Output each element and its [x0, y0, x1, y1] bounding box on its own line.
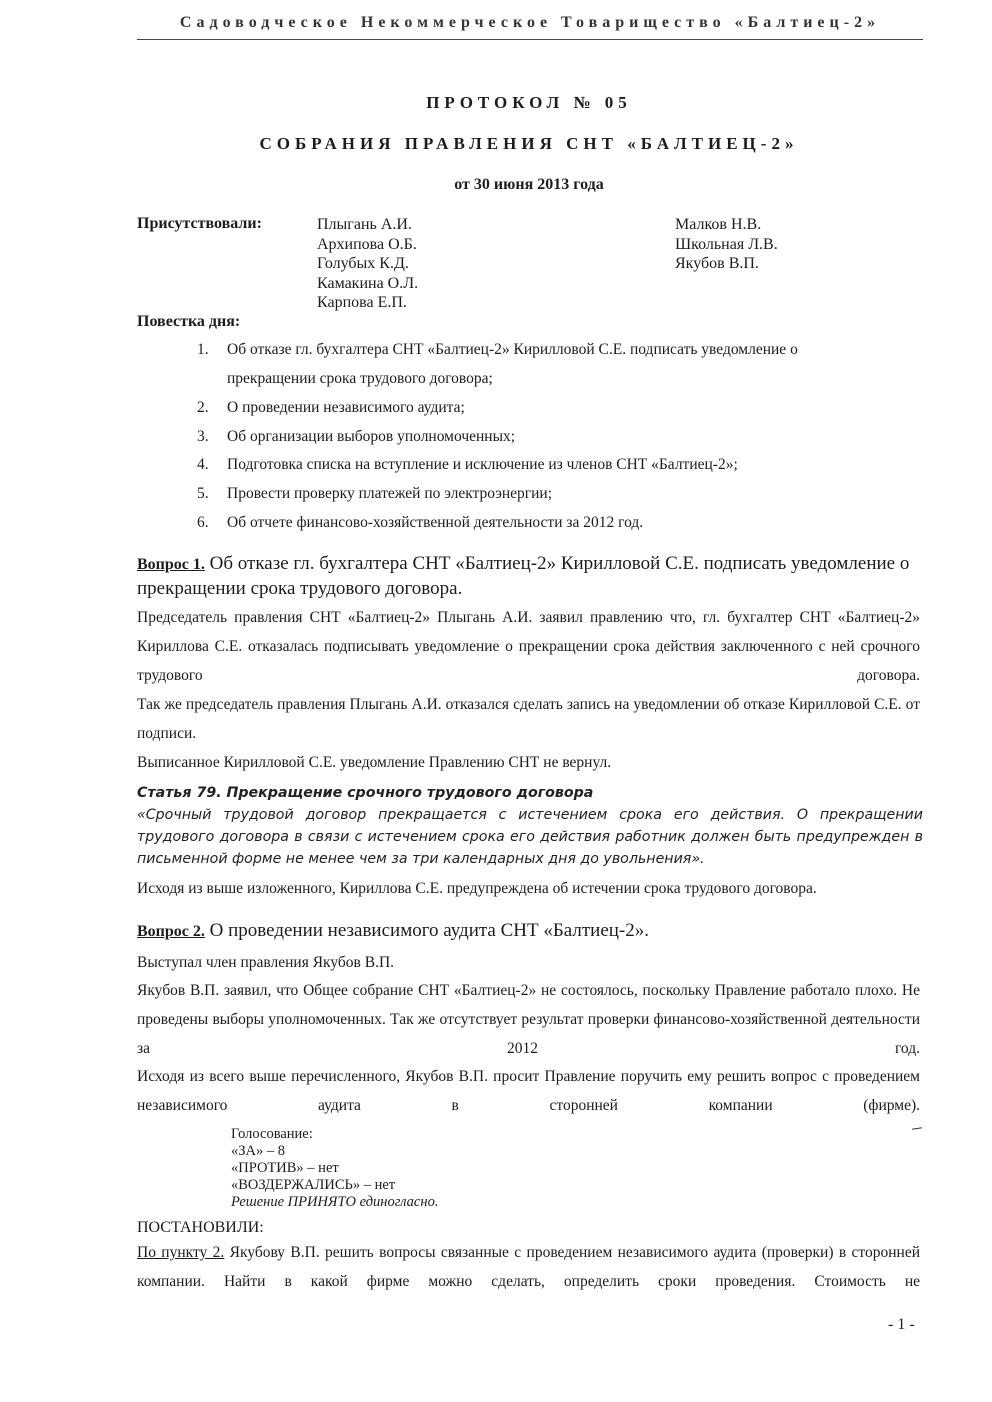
- question-1-label: Вопрос 1.: [137, 556, 205, 573]
- voting-against: «ПРОТИВ» – нет: [231, 1160, 339, 1176]
- article-title: Статья 79. Прекращение срочного трудового договора: [137, 785, 594, 801]
- attendance-column-1: [317, 215, 418, 313]
- agenda-label: Повестка дня:: [137, 313, 241, 330]
- page-number: - 1 -: [888, 1316, 915, 1333]
- agenda-item-text: Об организации выборов уполномоченных;: [227, 428, 516, 445]
- agenda-item-text: Подготовка списка на вступление и исключение из членов СНТ «Балтиец-2»;: [227, 456, 738, 473]
- attendance-column-2: [675, 215, 778, 274]
- protocol-subtitle: СОБРАНИЯ ПРАВЛЕНИЯ СНТ «БАЛТИЕЦ-2»: [259, 134, 799, 153]
- question-2-paragraph: Исходя из всего выше перечисленного, Якубов В.П. просит Правление поручить ему решить вопрос с проведением независимого аудита в сторонней компании (фирме).: [137, 1068, 920, 1114]
- resolved-point-label: По пункту 2.: [137, 1244, 225, 1261]
- resolved-text: Якубову В.П. решить вопросы связанные с проведением независимого аудита (проверки) в сторонней компании. Найти в какой фирме можно сделать, определить сроки проведения. Стоимость не: [137, 1244, 921, 1290]
- article-quote: [137, 782, 923, 870]
- question-2-label: Вопрос 2.: [137, 923, 205, 940]
- agenda-item-number: 1.: [197, 341, 209, 358]
- attendee: Школьная Л.В.: [675, 235, 778, 253]
- protocol-date: от 30 июня 2013 года: [454, 176, 604, 193]
- voting-for: «ЗА» – 8: [231, 1143, 285, 1159]
- attendee: Малков Н.В.: [675, 216, 762, 233]
- question-1-paragraph: Председатель правления СНТ «Балтиец-2» Плыгань А.И. заявил правлению что, гл. бухгалтер СНТ «Балтиец-2» Кириллова С.Е. отказалась подписывать уведомление о прекращении срока действия заключенного с ней срочного трудового договора.: [137, 609, 920, 684]
- attendee: Голубых К.Д.: [317, 255, 409, 272]
- scan-mark: [912, 1127, 922, 1129]
- question-1-paragraph: Выписанное Кирилловой С.Е. уведомление Правлению СНТ не вернул.: [137, 754, 612, 771]
- protocol-title: ПРОТОКОЛ № 05: [426, 93, 632, 112]
- question-1-heading: [137, 552, 923, 601]
- voting-abstained: «ВОЗДЕРЖАЛИСЬ» – нет: [231, 1177, 396, 1193]
- agenda-item-text: Об отказе гл. бухгалтера СНТ «Балтиец-2» Кирилловой С.Е. подписать уведомление о: [227, 341, 798, 358]
- question-2-heading: [137, 919, 923, 944]
- attendee: Карпова Е.П.: [317, 294, 407, 311]
- organization-header: Садоводческое Некоммерческое Товарищество «Балтиец-2»: [179, 14, 881, 31]
- voting-block: [231, 1126, 438, 1211]
- question-2-paragraph: Якубов В.П. заявил, что Общее собрание СНТ «Балтиец-2» не состоялось, поскольку Правление работало плохо. Не проведены выборы уполномоченных. Так же отсутствует результат проверки финансово-хозяйственной деятельности за 2012 год.: [137, 982, 920, 1057]
- question-1-paragraph: Так же председатель правления Плыгань А.И. отказался сделать запись на уведомлении об отказе Кирилловой С.Е. от подписи.: [137, 696, 920, 742]
- attendee: Архипова О.Б.: [317, 235, 417, 253]
- agenda-item-text: прекращении срока трудового договора;: [227, 370, 493, 387]
- agenda-item-number: 3.: [197, 428, 209, 445]
- question-1-title: Об отказе гл. бухгалтера СНТ «Балтиец-2» Кирилловой С.Е. подписать уведомление о прекращении срока трудового договора.: [137, 553, 910, 599]
- attendee: Якубов В.П.: [675, 255, 759, 272]
- agenda-item-text: О проведении независимого аудита;: [227, 399, 465, 416]
- attendance-label: Присутствовали:: [137, 215, 262, 232]
- agenda-item-text: Провести проверку платежей по электроэнергии;: [227, 485, 553, 502]
- voting-decision: Решение ПРИНЯТО единогласно.: [231, 1194, 439, 1210]
- agenda-item-number: 6.: [197, 514, 209, 531]
- resolved-paragraph: [137, 1238, 920, 1296]
- attendee: Плыгань А.И.: [317, 216, 412, 233]
- resolved-label: ПОСТАНОВИЛИ:: [137, 1219, 264, 1236]
- agenda-item-number: 4.: [197, 456, 209, 473]
- question-2-title: О проведении независимого аудита СНТ «Балтиец-2».: [209, 920, 649, 941]
- header-rule: [137, 39, 923, 40]
- article-text: «Срочный трудовой договор прекращается с истечением срока его действия. О прекращении трудового договора в связи с истечением срока его действия работник должен быть предупрежден в письменной форме не менее чем за три календарных дня до увольнения».: [137, 807, 923, 867]
- agenda-item-number: 2.: [197, 399, 209, 416]
- question-1-conclusion: Исходя из выше изложенного, Кириллова С.Е. предупреждена об истечении срока трудового договора.: [137, 880, 817, 897]
- attendee: Камакина О.Л.: [317, 274, 419, 292]
- agenda-item-number: 5.: [197, 485, 209, 502]
- question-2-speaker: Выступал член правления Якубов В.П.: [137, 954, 395, 971]
- voting-label: Голосование:: [231, 1126, 313, 1142]
- agenda-item-text: Об отчете финансово-хозяйственной деятельности за 2012 год.: [227, 514, 644, 531]
